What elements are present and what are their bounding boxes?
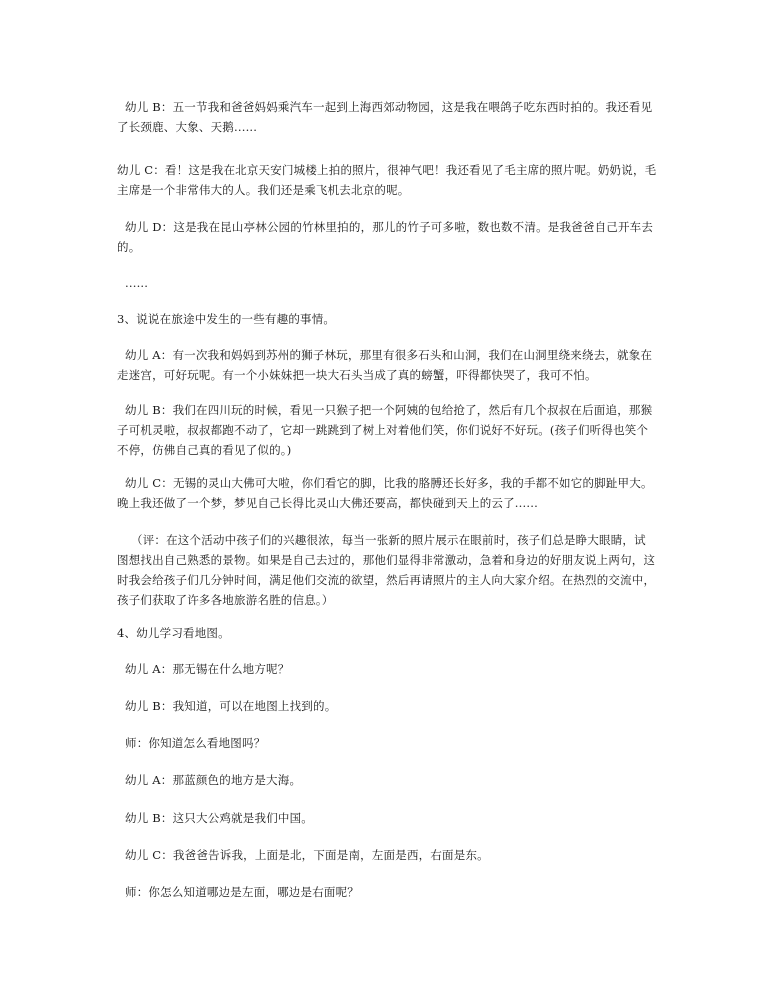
paragraph-child-c-lingshan: 幼儿 C：无锡的灵山大佛可大啦，你们看它的脚，比我的胳膊还长好多，我的手都不如它的脚趾甲大。晚上我还做了一个梦，梦见自己长得比灵山大佛还要高，都快碰到天上的云了......	[117, 476, 653, 510]
section-heading-3: 3、说说在旅途中发生的一些有趣的事情。	[117, 312, 336, 326]
paragraph-child-b-zoo: 幼儿 B：五一节我和爸爸妈妈乘汽车一起到上海西郊动物园，这是我在喂鸽子吃东西时拍的。我还看见了长颈鹿、大象、天鹅......	[117, 100, 653, 134]
section-heading-4: 4、幼儿学习看地图。	[117, 626, 230, 640]
paragraph-child-a-suzhou: 幼儿 A：有一次我和妈妈到苏州的狮子林玩，那里有很多石头和山洞，我们在山洞里绕来绕去，就象在走迷宫，可好玩呢。有一个小妹妹把一块大石头当成了真的螃蟹，吓得都快哭了，我可不怕。	[117, 348, 653, 382]
dialogue-child-b-1: 幼儿 B：我知道，可以在地图上找到的。	[125, 699, 337, 713]
paragraph-child-d-bamboo: 幼儿 D：这是我在昆山亭林公园的竹林里拍的，那儿的竹子可多啦，数也数不清。是我爸爸自己开车去的。	[117, 220, 654, 254]
paragraph-child-b-sichuan: 幼儿 B：我们在四川玩的时候，看见一只猴子把一个阿姨的包给抢了，然后有几个叔叔在后面追，那猴子可机灵啦，叔叔都跑不动了，它却一跳跳到了树上对着他们笑，你们说好不好玩。(孩子们听得也笑个不停，仿佛自己真的看见了似的。)	[117, 403, 653, 457]
dialogue-teacher-1: 师：你知道怎么看地图吗？	[125, 736, 266, 750]
dialogue-child-a-1: 幼儿 A：那无锡在什么地方呢？	[125, 662, 290, 676]
paragraph-child-c-beijing: 幼儿 C：看！这是我在北京天安门城楼上拍的照片，很神气吧！我还看见了毛主席的照片呢。奶奶说，毛主席是一个非常伟大的人。我们还是乘飞机去北京的呢。	[117, 163, 657, 197]
dialogue-teacher-2: 师：你怎么知道哪边是左面，哪边是右面呢？	[125, 885, 359, 899]
dialogue-child-b-2: 幼儿 B：这只大公鸡就是我们中国。	[125, 811, 314, 825]
dialogue-child-a-2: 幼儿 A：那蓝颜色的地方是大海。	[125, 773, 302, 787]
paragraph-ellipsis: ......	[125, 276, 149, 290]
dialogue-child-c-1: 幼儿 C：我爸爸告诉我，上面是北，下面是南，左面是西，右面是东。	[125, 848, 489, 862]
teacher-comment: （评：在这个活动中孩子们的兴趣很浓，每当一张新的照片展示在眼前时，孩子们总是睁大眼睛，试图想找出自己熟悉的景物。如果是自己去过的，那他们显得非常激动，急着和身边的好朋友说上两句，这时我会给孩子们几分钟时间，满足他们交流的欲望，然后再请照片的主人向大家介绍。在热烈的交流中，孩子们获取了许多各地旅游名胜的信息。）	[117, 533, 656, 607]
